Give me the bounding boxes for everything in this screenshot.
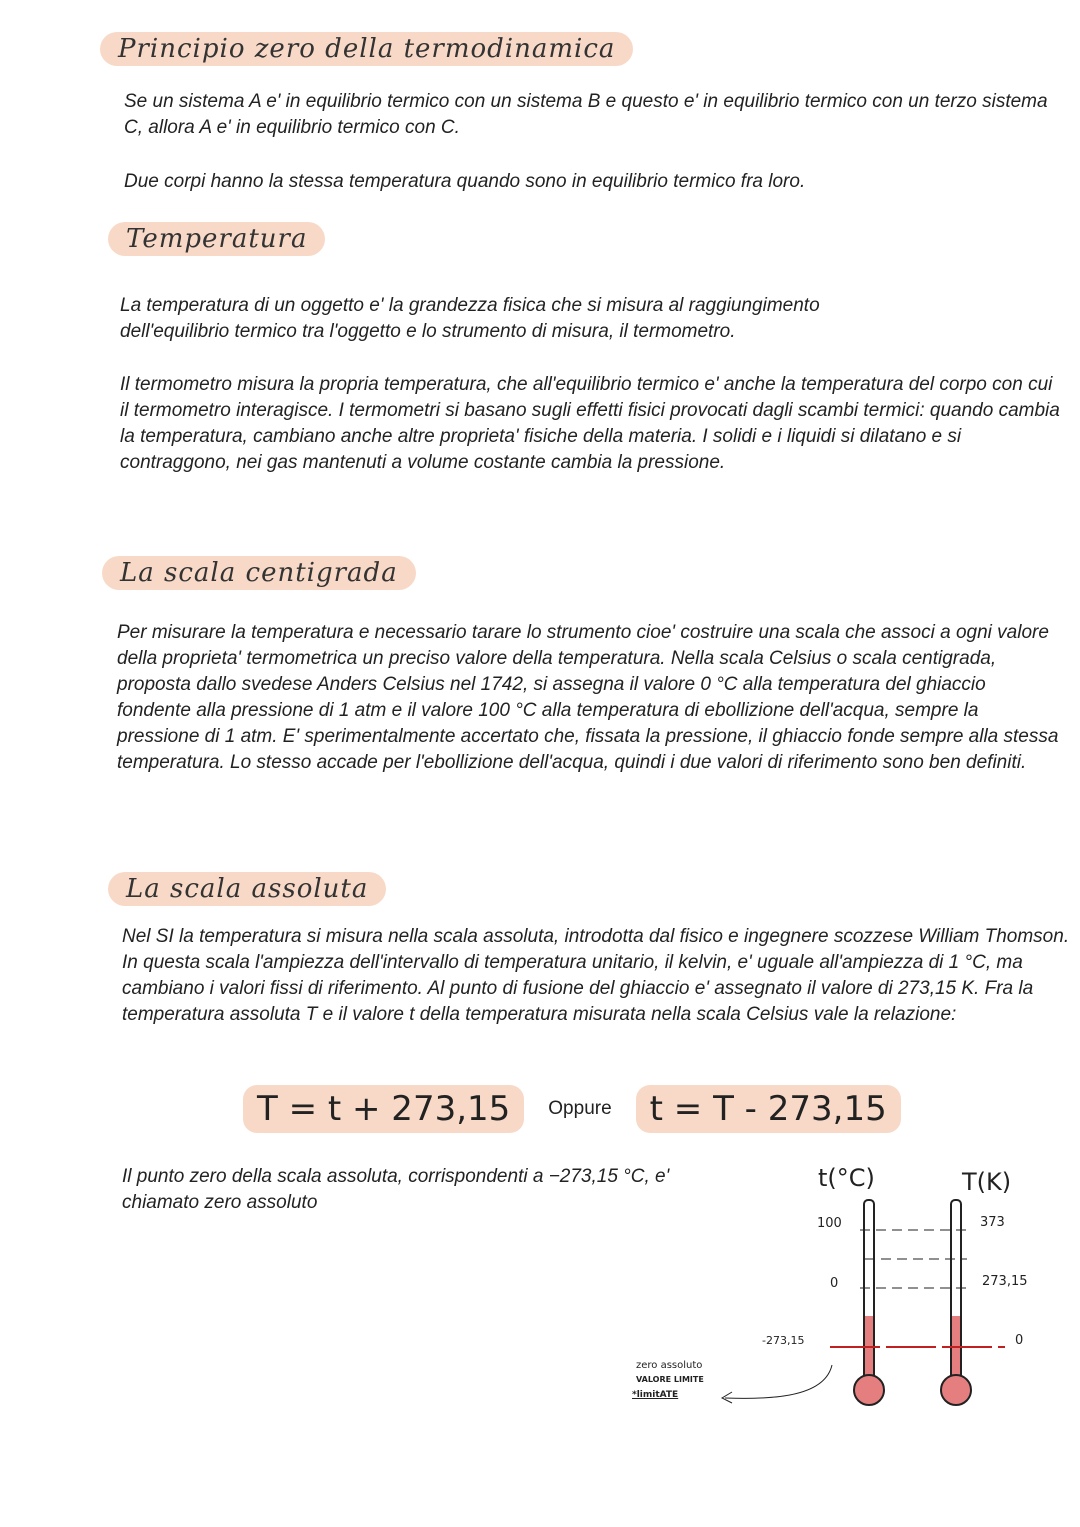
k0-label: 0 — [1015, 1333, 1024, 1348]
kelvin-bulb — [941, 1375, 971, 1405]
paragraph: Nel SI la temperatura si misura nella scala assoluta, introdotta dal fisico e ingegnere scozzese William Thomson. In questa scala l'ampiezza dell'intervallo di temperatura unitario, il kelvin, e' uguale all'ampiezza di 1 °C, ma cambiano i valori fissi di riferimento. Al punto di fusione del ghiaccio e' assegnato il valore di 273,15 K. Fra la temperatura assoluta T e il valore t della temperatura misurata nella scala Celsius vale la relazione: — [122, 926, 1070, 1025]
arrow-curve — [725, 1365, 832, 1398]
c100-label: 100 — [817, 1216, 842, 1231]
paragraph: Se un sistema A e' in equilibrio termico con un sistema B e questo e' in equilibrio termico con un terzo sistema C, allora A e' in equilibrio termico con C. — [124, 91, 1048, 138]
paragraph: Due corpi hanno la stessa temperatura quando sono in equilibrio termico fra loro. — [124, 171, 806, 192]
celsius-bulb — [854, 1375, 884, 1405]
formula-kelvin: T = t + 273,15 — [243, 1085, 524, 1133]
paragraph: Per misurare la temperatura e necessario tarare lo strumento cioe' costruire una scala che associ a ogni valore della proprieta' termometrica un preciso valore della temperatura. Nella scala Celsius o scala centigrada, proposta dallo svedese Anders Celsius nel 1742, si assegna il valore 0 °C alla temperatura del ghiaccio fondente alla pressione di 1 atm e il valore 100 °C alla temperatura di ebollizione dell'acqua, sempre la pressione di 1 atm. E' sperimentalmente accertato che, fissata la pressione, il ghiaccio fonde sempre alla stessa temperatura. Lo stesso accade per l'ebollizione dell'acqua, quindi i due valori di riferimento sono ben definiti. — [117, 622, 1059, 773]
c0-label: 0 — [830, 1276, 839, 1291]
note-limitate: *limitATE — [632, 1390, 679, 1400]
paragraph: Il punto zero della scala assoluta, corrispondenti a −273,15 °C, e' chiamato zero assoluto — [122, 1166, 670, 1213]
arrow-head-icon — [722, 1392, 732, 1403]
kelvin-label: T(K) — [962, 1168, 1012, 1196]
note-zero-assoluto: zero assoluto — [636, 1360, 703, 1371]
k273-label: 273,15 — [982, 1274, 1028, 1289]
heading-temperatura: Temperatura — [108, 222, 325, 256]
formula-celsius: t = T - 273,15 — [636, 1085, 901, 1133]
heading-scala-assoluta: La scala assoluta — [108, 872, 386, 906]
note-valore-limite: VALORE LIMITE — [636, 1375, 704, 1384]
paragraph: Il termometro misura la propria temperatura, che all'equilibrio termico e' anche la temperatura del corpo con cui il termometro interagisce. I termometri si basano sugli effetti fisici provocati dagli scambi termici: quando cambia la temperatura, cambiano anche altre proprieta' fisiche della materia. I solidi e i liquidi si dilatano e si contraggono, nei gas mantenuti a volume costante cambia la pressione. — [120, 374, 1060, 473]
cmin-label: -273,15 — [762, 1334, 805, 1347]
celsius-label: t(°C) — [818, 1164, 875, 1192]
k373-label: 373 — [980, 1215, 1005, 1230]
heading-principio-zero: Principio zero della termodinamica — [100, 32, 633, 66]
paragraph: La temperatura di un oggetto e' la grandezza fisica che si misura al raggiungimento dell'equilibrio termico tra l'oggetto e lo strumento di misura, il termometro. — [120, 295, 820, 342]
heading-scala-centigrada: La scala centigrada — [102, 556, 416, 590]
oppure-text: Oppure — [548, 1098, 612, 1119]
formula-row — [243, 1085, 901, 1133]
